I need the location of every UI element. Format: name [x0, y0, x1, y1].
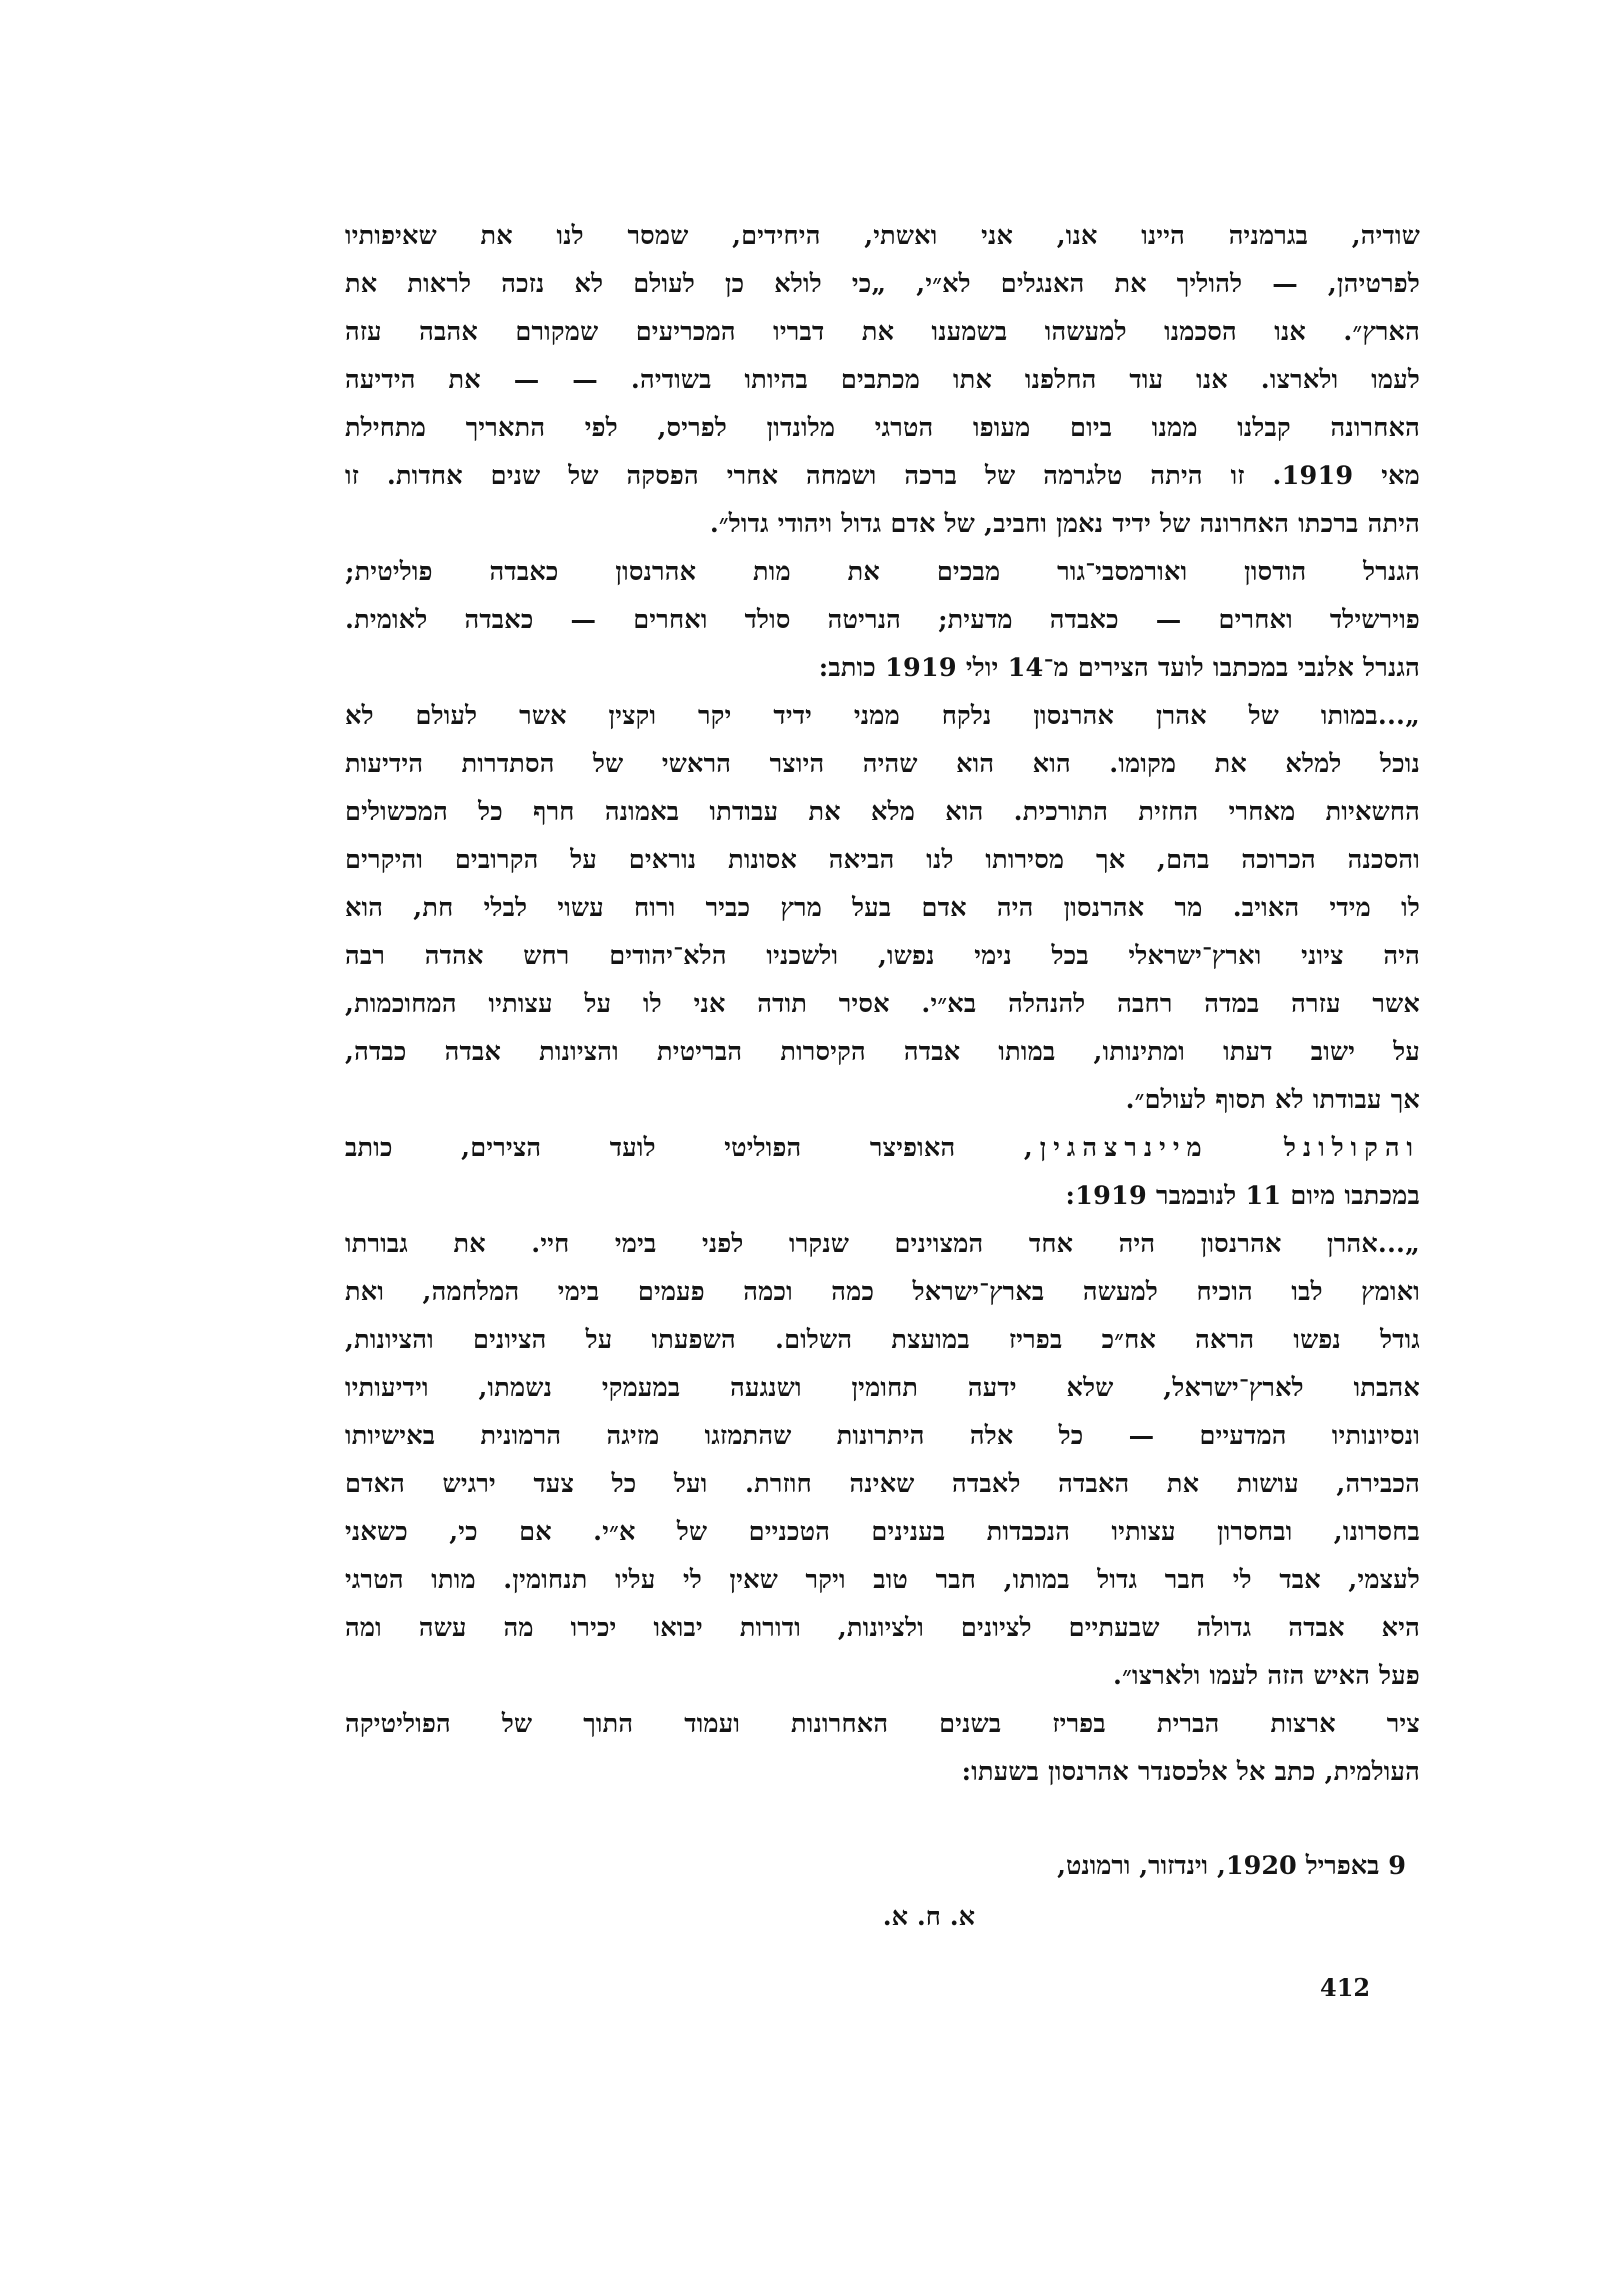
text-line: היא אבדה גדולה שבעתיים לציונים ולציונות, ודורות יבואו יכירו מה עשה ומה — [345, 1613, 1420, 1643]
text-line: העולמית, כתב אל אלכסנדר אהרנסון בשעתו: — [961, 1757, 1420, 1787]
text-line-meinertzhagen — [345, 1124, 1420, 1172]
signature-date: 9 באפריל 1920, וינדזור, ורמונט, — [1057, 1851, 1406, 1881]
text-line: היתה ברכתו האחרונה של ידיד נאמן וחביב, של אדם גדול ויהודי גדול״. — [709, 509, 1420, 539]
meinertzhagen-name: והקולונל מיינרצהגין, — [1023, 1133, 1421, 1163]
text-line: „...אהרן אהרנסון היה אחד המצוינים שנקרו לפני בימי חיי. את גבורתו — [345, 1229, 1420, 1259]
text-line: לעמו ולארצו. אנו עוד החלפנו אתו מכתבים בהיותו בשודיה. — — את הידיעה — [345, 365, 1420, 395]
text-line: פעל האיש הזה לעמו ולארצו״. — [1113, 1661, 1420, 1691]
text-line: בחסרונו, ובחסרון עצותיו הנכבדות בענינים הטכניים של א״י. אם כי, כשאני — [345, 1517, 1420, 1547]
text-line: שודיה, בגרמניה היינו אנו, אני ואשתי, היחידים, שמסר לנו את שאיפותיו — [345, 221, 1420, 251]
text-line: פוירשילד ואחרים — כאבדה מדעית; הנריטה סולד ואחרים — כאבדה לאומית. — [345, 605, 1420, 635]
text-line: אהבתו לארץ־ישראל, שלא ידעה תחומין ושנגעה במעמקי נשמתו, וידיעותיו — [345, 1373, 1420, 1403]
signature-initials: א. ח. א. — [882, 1902, 975, 1932]
text-line: במכתבו מיום 11 לנובמבר 1919: — [1065, 1181, 1420, 1211]
text-line: ואומץ לבו הוכיח למעשה בארץ־ישראל כמה וכמה פעמים בימי המלחמה, ואת — [345, 1277, 1420, 1307]
text-line: הכבירה, עושות את האבדה לאבדה שאינה חוזרת. ועל כל צעד ירגיש האדם — [345, 1469, 1420, 1499]
text-line: ונסיונותיו המדעיים — כל אלה היתרונות שהתמזגו מזיגה הרמונית באישיותו — [345, 1421, 1420, 1451]
text-line: מאי 1919. זו היתה טלגרמה של ברכה ושמחה אחרי הפסקה של שנים אחדות. זו — [345, 461, 1420, 491]
text-line: הגנרל אלנבי במכתבו לועד הצירים מ־14 יולי 1919 כותב: — [818, 653, 1420, 683]
text-line: לו מידי האויב. מר אהרנסון היה אדם בעל מרץ כביר ורוח עשוי לבלי חת, הוא — [345, 893, 1420, 923]
text-line: לפרטיהן, — להוליך את האנגלים לא״י, „כי לולא כן לעולם לא נזכה לראות את — [345, 269, 1420, 299]
page-body — [345, 212, 1420, 1796]
text-line: האחרונה קבלנו ממנו ביום מעופו הטרגי מלונדון לפריס, לפי התאריך מתחילת — [345, 413, 1420, 443]
text-line: הארץ״. אנו הסכמנו למעשהו בשמענו את דבריו המכריעים שמקורם אהבה עזה — [345, 317, 1420, 347]
text-line: היה ציוני וארץ־ישראלי בכל נימי נפשו, ולשכניו הלא־יהודים רחש אהדה רבה — [345, 941, 1420, 971]
text-line: „...במותו של אהרן אהרנסון נלקח ממני ידיד יקר וקצין אשר לעולם לא — [345, 701, 1420, 731]
text-line: והסכנה הכרוכה בהם, אך מסירותו לנו הביאה אסונות נוראים על הקרובים והיקרים — [345, 845, 1420, 875]
text-line: נוכל למלא את מקומו. הוא הוא שהיה היוצר הראשי של הסתדרות הידיעות — [345, 749, 1420, 779]
text-line: החשאיות מאחרי החזית התורכית. הוא מלא את עבודתו באמונה חרף כל המכשולים — [345, 797, 1420, 827]
text-line: אשר עזרה במדה רחבה להנהלה בא״י. אסיר תודה אני לו על עצותיו המחוכמות, — [345, 989, 1420, 1019]
text-line: ציר ארצות הברית בפריז בשנים האחרונות ועמוד התוך של הפוליטיקה — [345, 1709, 1420, 1739]
text-line: אך עבודתו לא תסוף לעולם״. — [1125, 1085, 1420, 1115]
meinertzhagen-line-rest: האופיצר הפוליטי לועד הצירים, כותב — [345, 1133, 956, 1163]
page-number: 412 — [1320, 1973, 1371, 2002]
text-line: לעצמי, אבד לי חבר גדול במותו, חבר טוב ויקר שאין לי עליו תנחומין. מותו הטרגי — [345, 1565, 1420, 1595]
text-line: על ישוב דעתו ומתינותו, במותו אבדה הקיסרות הבריטית והציונות אבדה כבדה, — [345, 1037, 1420, 1067]
text-line: גודל נפשו הראה אח״כ בפריז במועצת השלום. השפעתו על הציונים והציונות, — [345, 1325, 1420, 1355]
text-line: הגנרל הודסון ואורמסבי־גור מבכים את מות אהרנסון כאבדה פוליטית; — [345, 557, 1420, 587]
